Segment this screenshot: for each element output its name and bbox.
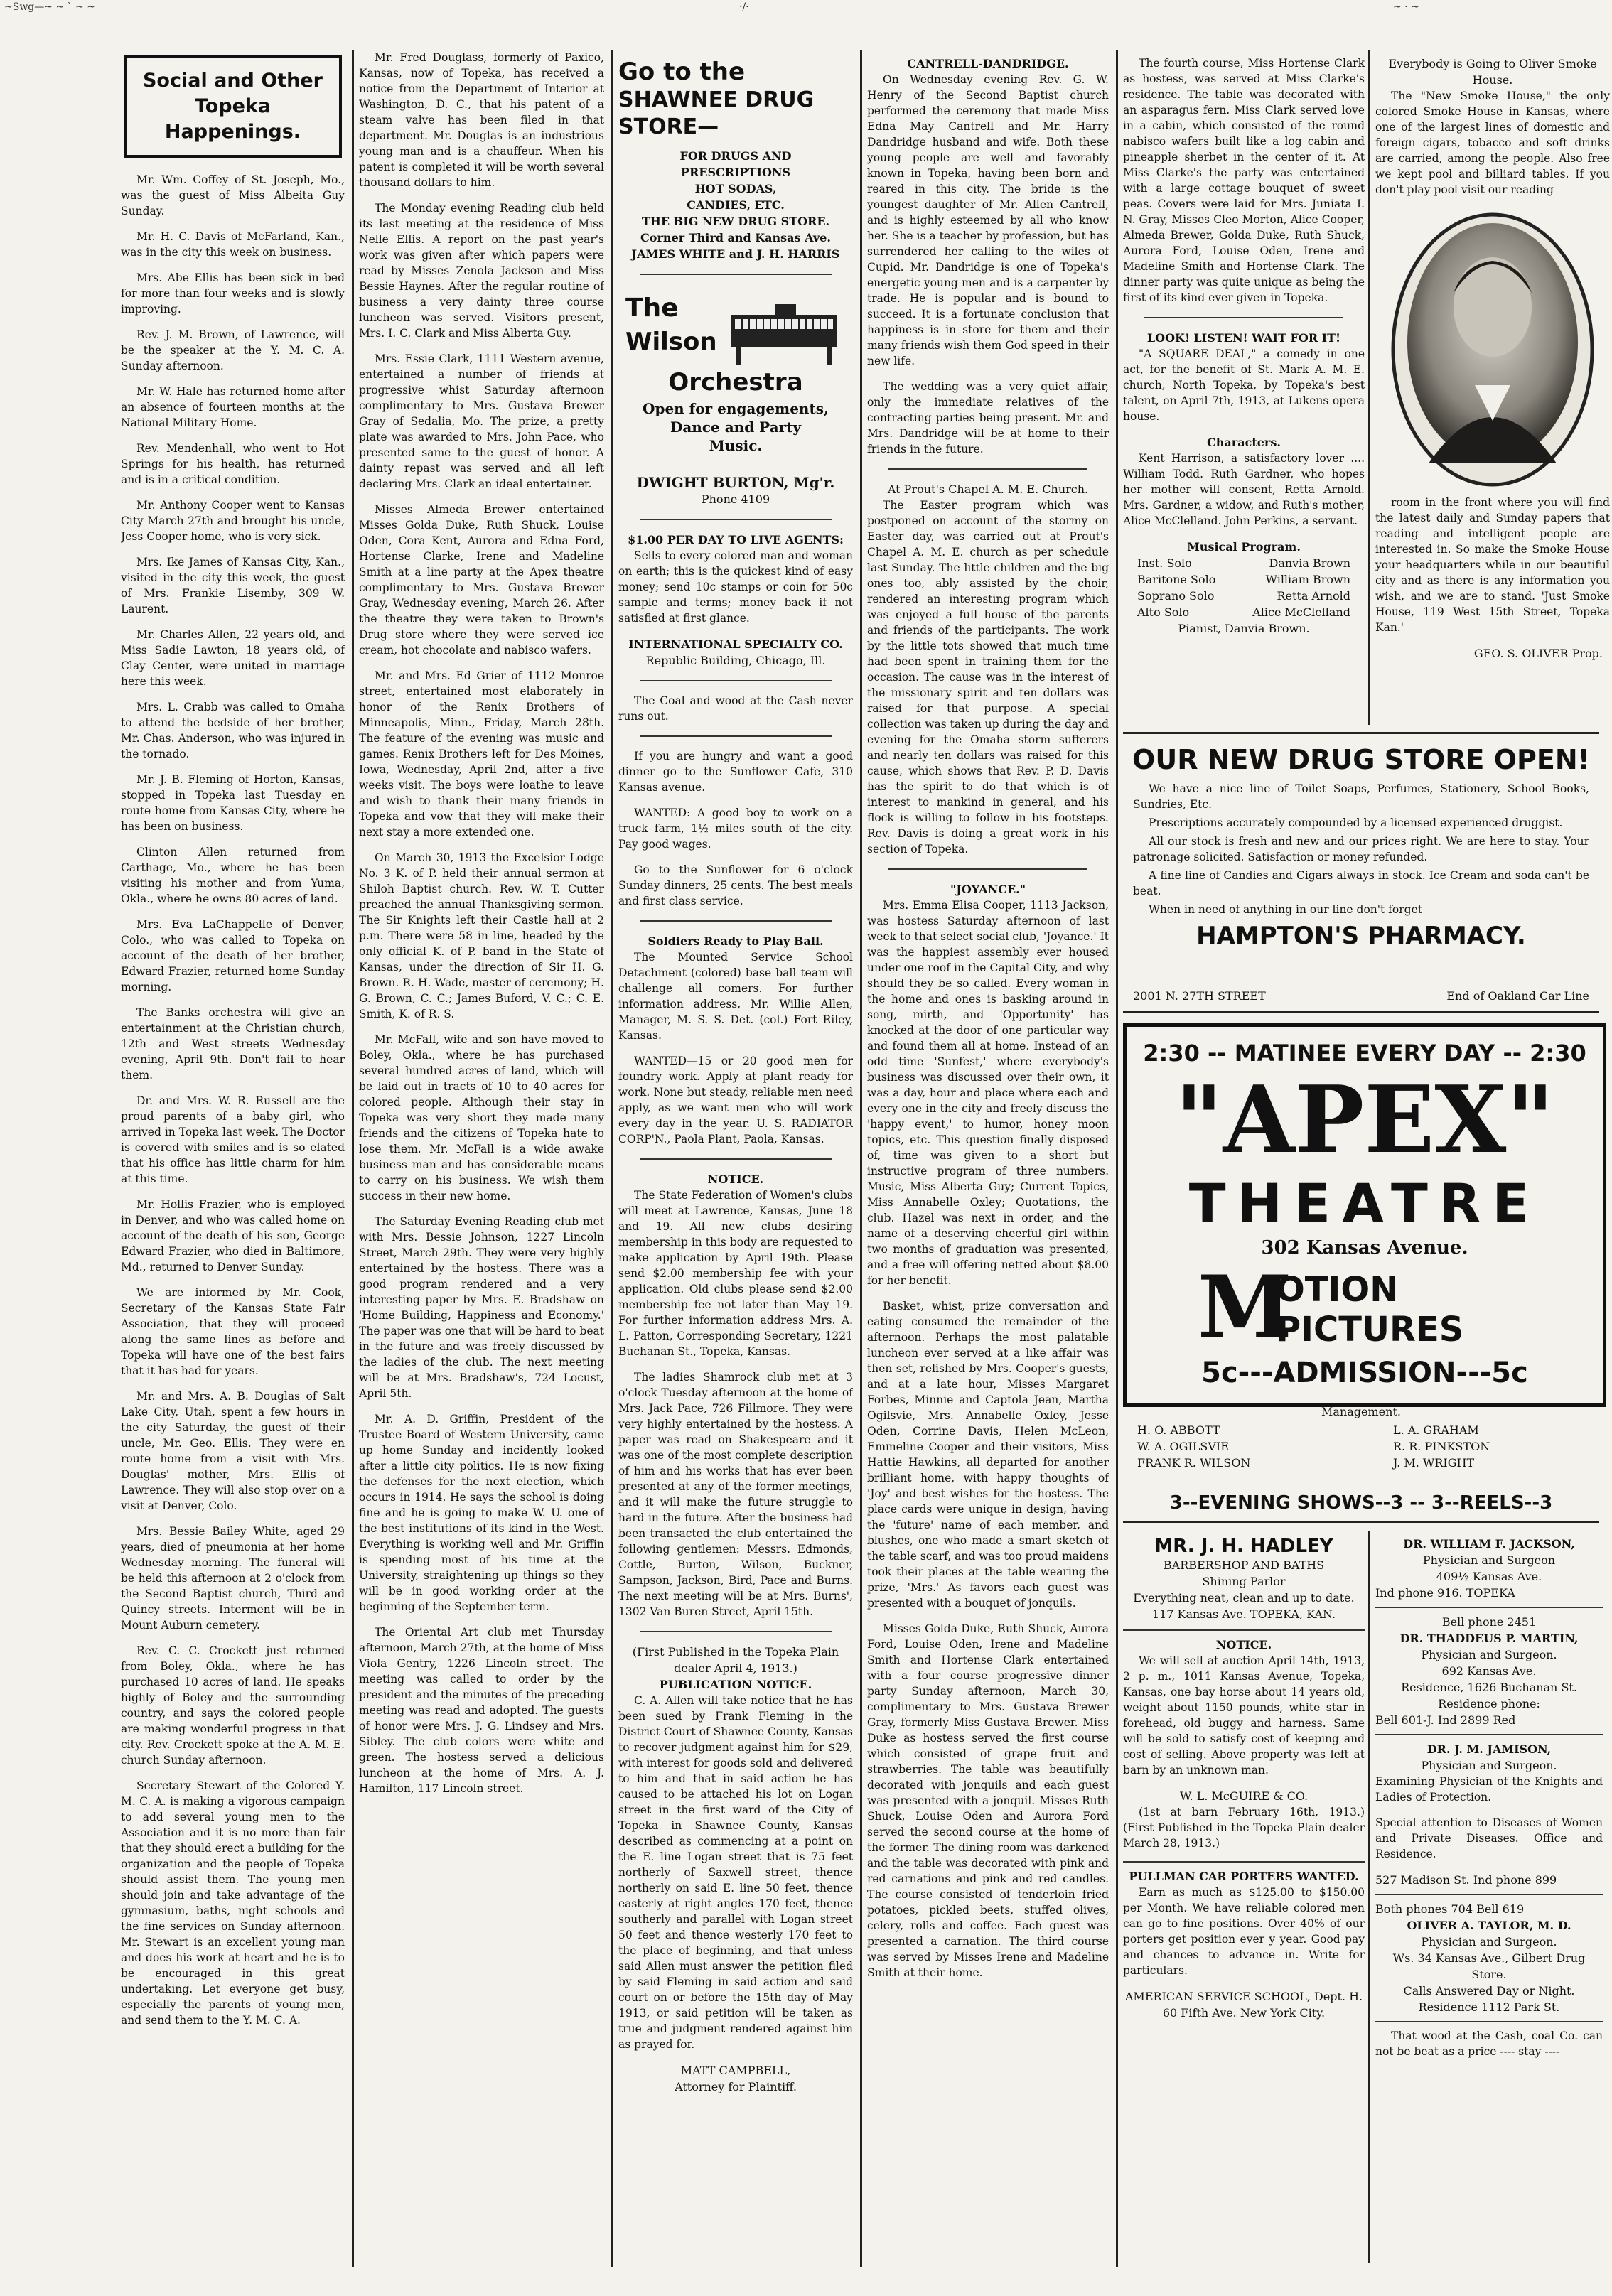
doctor-2-res: Residence, 1626 Buchanan St. [1401, 1681, 1577, 1694]
apex-manager-name: H. O. ABBOTT [1137, 1423, 1220, 1437]
wanted-foundry-ad: WANTED—15 or 20 good men for foundry work. Apply at plant ready for work. None but steady, reliable men need apply, as we want men who will work every day in the year. U. S. RADIATOR CORP'N., Paola Plant, Paola, Kansas. [618, 1055, 853, 1146]
column-news-2 [359, 50, 604, 2267]
society-item: We are informed by Mr. Cook, Secretary of the Kansas State Fair Association, that they will proceed along the same lines as before and Topeka will have one of the best fairs that it has had for years. [121, 1286, 345, 1377]
society-item: Mrs. Ike James of Kansas City, Kan., visited in the city this week, the guest of Mrs. Frankie Lisemby, 309 W. Laurent. [121, 556, 345, 615]
doctor-2-name: DR. THADDEUS P. MARTIN, [1399, 1632, 1579, 1645]
musical-performer: Retta Arnold [1277, 589, 1350, 603]
prouts-heading: At Prout's Chapel A. M. E. Church. [887, 483, 1089, 496]
prouts-body: The Easter program which was postponed on account of the stormy on Easter day, was carried out at Prout's Chapel A. M. E. church as per schedule last Sunday. The little children and the big ones too, ably assisted by the choir, rendered an interesting program which was enjoyed a full house of the parents and friends of the participants. The work by the little tots showed that much time had been spent in training them for the occasion. The cause was in the interest of the missionary spirit and ten dollars was raised for that purpose. A special collection was taken up during the day and evening for the Omaha storm sufferers and nearly ten dollars was raised for this cause, which shows that Rev. P. D. Davis has the spirit to do that which is of interest to mankind in general, and his flock is willing to follow in his footsteps. Rev. Davis is doing a great work in his section of Topeka. [867, 499, 1109, 856]
doctor-4-calls: Calls Answered Day or Night. [1403, 1984, 1575, 1998]
drug-ad-title-c: STORE— [618, 114, 719, 139]
hadley-address: 117 Kansas Ave. TOPEKA, KAN. [1151, 1607, 1336, 1621]
fourth-course: The fourth course, Miss Hortense Clark as hostess, was served at Miss Clarke's residence. The table was decorated with an asparagus fern. Miss Clark served love in a cabin, which consisted of the round nabisco wafers built like a log cabin and pineapple sherbet in the center of it. At Miss Clarke's the party was entertained with a large cottage bouquet of sweet peas. Covers were laid for Mrs. Juniata I. N. Gray, Misses Cleo Morton, Alice Cooper, Almeda Brewer, Golda Duke, Ruth Shuck, Aurora Ford, Louise Oden, Irene and Madeline Smith and Hortense Clark. The dinner party was quite unique as being the first of its kind ever given in Topeka. [1123, 57, 1365, 304]
column-rule [1368, 50, 1370, 725]
apex-theatre: THEATRE [1188, 1172, 1541, 1235]
smoke-house-body: The "New Smoke House," the only colored Smoke House in Kansas, where one of the largest lines of domestic and foreign cigars, tobacco and soft drinks are carried, among the people. Also free we kept pool and billiard tables. If you don't play pool visit our reading [1375, 90, 1610, 196]
drug-ad-line: CANDIES, ETC. [687, 198, 785, 212]
drug-ad-title-a: Go to the [618, 58, 746, 86]
musical-piece: Soprano Solo [1137, 589, 1215, 603]
doctor-4-phones: Both phones 704 Bell 619 [1375, 1902, 1525, 1916]
society-item: Mr. Anthony Cooper went to Kansas City March 27th and brought his uncle, Jess Cooper home, who is very sick. [121, 499, 345, 543]
column-society [121, 50, 345, 2267]
society-item: Mrs. Eva LaChappelle of Denver, Colo., who was called to Topeka on account of the death of her brother, Edward Frazier, returned home Sunday morning. [121, 918, 345, 993]
news-item: Mrs. Essie Clark, 1111 Western avenue, entertained a number of friends at progressive whist Saturday afternoon complimentary to Mrs. Gustava Brewer Gray of Sedalia, Mo. The prize, a pretty plate was awarded to Mrs. John Pace, who presented same to the guest of honor. A dainty repast was served and all left declaring Mrs. Clark an ideal entertainer. [359, 352, 604, 490]
smoke-house-sign: GEO. S. OLIVER Prop. [1473, 647, 1603, 660]
pullman-sign: AMERICAN SERVICE SCHOOL, Dept. H. [1124, 1990, 1363, 2003]
drug-ad-lines [618, 148, 853, 262]
musical-performer: Danvia Brown [1269, 556, 1350, 570]
doctor-1-phone: Ind phone 916. TOPEKA [1375, 1586, 1515, 1600]
doctor-3-desc: Examining Physician of the Knights and Ladies of Protection. [1375, 1775, 1603, 1804]
society-item: Mr. J. B. Fleming of Horton, Kansas, stopped in Topeka last Tuesday en route home from Kansas City, where he has been on business. [121, 773, 345, 833]
apex-address: 302 Kansas Avenue. [1261, 1237, 1468, 1259]
cantrell-body-2: The wedding was a very quiet affair, only the immediate relatives of the contracting parties being present. Mr. and Mrs. Dandridge will be at home to their friends in the future. [867, 380, 1109, 456]
drug-ad-line: Corner Third and Kansas Ave. [640, 231, 831, 244]
musical-row [1123, 555, 1365, 571]
doctor-4-sub: Physician and Surgeon. [1421, 1935, 1557, 1949]
news-item: Mr. and Mrs. Ed Grier of 1112 Monroe street, entertained most elaborately in honor of the Renix Brothers of Minneapolis, Minn., Friday, March 28th. The feature of the evening was music and games. Renix Brothers left for Des Moines, Iowa, Wednesday, April 2nd, after a five weeks visit. The boys were loathe to leave and wish to thank their many friends in Topeka and vow that they will make their next stay a more extended one. [359, 669, 604, 839]
wilson-manager: DWIGHT BURTON, Mg'r. [636, 474, 835, 491]
apex-manager-name: FRANK R. WILSON [1137, 1456, 1251, 1470]
musical-row [1123, 571, 1365, 588]
cantrell-heading: CANTRELL-DANDRIDGE. [907, 57, 1069, 70]
top-ornament-left: ~Swg—~ ~ ` ~ ~ [4, 1, 95, 13]
wilson-music: Music. [709, 437, 763, 454]
hadley-sub-3: Everything neat, clean and up to date. [1133, 1591, 1355, 1605]
joyance-heading: "JOYANCE." [950, 883, 1026, 896]
hadley-sub: BARBERSHOP AND BATHS [1163, 1558, 1325, 1572]
drug-ad-line: PRESCRIPTIONS [680, 166, 791, 179]
hampton-pharmacy-ad [1123, 732, 1599, 1013]
auction-notice-sign: W. L. McGUIRE & CO. [1179, 1789, 1309, 1803]
musical-piece: Baritone Solo [1137, 573, 1216, 586]
musical-piece: Inst. Solo [1137, 556, 1192, 570]
wilson-phone: Phone 4109 [701, 492, 770, 506]
drug-ad-line: THE BIG NEW DRUG STORE. [641, 215, 830, 228]
top-ornament-center: ·/· [739, 1, 749, 13]
doctor-1-sub: Physician and Surgeon [1422, 1553, 1556, 1567]
society-item: Mrs. Bessie Bailey White, aged 29 years, died of pneumonia at her home Wednesday morning. The funeral will be held this afternoon at 2 o'clock from the Second Baptist church, Third and Quincy streets. Interment will be in Mount Auburn cemetery. [121, 1525, 345, 1632]
drugstore-line-5: When in need of anything in our line don't forget [1149, 903, 1422, 916]
doctor-1-address: 409½ Kansas Ave. [1436, 1570, 1542, 1583]
soldiers-heading: Soldiers Ready to Play Ball. [648, 934, 824, 948]
apex-management [1123, 1403, 1599, 1489]
characters-heading: Characters. [1207, 436, 1281, 449]
portrait-photo [1386, 207, 1599, 492]
shawnee-drug-ad [618, 57, 853, 262]
doctor-3-address: 527 Madison St. Ind phone 899 [1375, 1873, 1557, 1887]
doctor-3-name: DR. J. M. JAMISON, [1426, 1742, 1552, 1756]
column-smoke-house [1375, 50, 1610, 725]
pianist: Pianist, Danvia Brown. [1178, 622, 1310, 635]
drug-ad-line: FOR DRUGS AND [679, 149, 792, 163]
apex-mgmt-left [1137, 1422, 1250, 1471]
square-deal: "A SQUARE DEAL," a comedy in one act, for the benefit of St. Mark A. M. E. church, North Topeka, by Topeka's best talent, on April 7th, 1913, at Lukens opera house. [1123, 347, 1365, 423]
top-ornament-strip [0, 0, 1612, 16]
sunflower-ad-2: Go to the Sunflower for 6 o'clock Sunday dinners, 25 cents. The best meals and first class service. [618, 863, 853, 907]
coal-ad: The Coal and wood at the Cash never runs out. [618, 694, 853, 723]
society-item: Mr. H. C. Davis of McFarland, Kan., was in the city this week on business. [121, 230, 345, 259]
drug-ad-line: HOT SODAS, [694, 182, 777, 195]
drugstore-name: HAMPTON'S PHARMACY. [1196, 922, 1526, 950]
apex-name: "APEX" [1174, 1065, 1555, 1174]
apex-manager-name: L. A. GRAHAM [1393, 1423, 1479, 1437]
motion-m: M [1198, 1257, 1292, 1357]
column-rule [611, 50, 613, 2267]
society-item: The Banks orchestra will give an entertainment at the Christian church, 12th and West streets Wednesday evening, April 9th. Don't fail to hear them. [121, 1006, 345, 1082]
auction-notice-date: (1st at barn February 16th, 1913.) (First Published in the Topeka Plain dealer March 28, 1913.) [1123, 1806, 1365, 1850]
news-item: The Monday evening Reading club held its last meeting at the residence of Miss Nelle Ellis. A report on the past year's work was given after which papers were read by Misses Zenola Jackson and Miss Bessie Haynes. After the regular routine of business a very dainty three course luncheon was served. Visitors present, Mrs. I. C. Clark and Miss Alberta Guy. [359, 202, 604, 340]
doctor-2-sub: Physician and Surgeon. [1421, 1648, 1557, 1661]
drug-ad-line: JAMES WHITE and J. H. HARRIS [631, 247, 840, 261]
shamrock-club: The ladies Shamrock club met at 3 o'clock Tuesday afternoon at the home of Mrs. Jack Pace, 726 Fillmore. They were very highly entertained by the hostess. A paper was read on Shakespeare and it was one of the most complete description of him and his works that has ever been presented at any of the former meetings, and it will make the future struggle to hard in the future. After the business had been transacted the club entertained the following gentlemen: Messrs. Edmonds, Cottle, Burton, Wilson, Buckner, Sampson, Jackson, Bird, Pace and Burns. The next meeting will be at Mrs. Burns', 1302 Van Buren Street, April 15th. [618, 1371, 853, 1618]
apex-manager-name: R. R. PINKSTON [1393, 1440, 1490, 1453]
doctor-1-phone-2: Bell phone 2451 [1441, 1615, 1537, 1629]
pullman-address: 60 Fifth Ave. New York City. [1162, 2006, 1326, 2020]
publication-sign-2: Attorney for Plaintiff. [675, 2080, 797, 2093]
drugstore-headline: OUR NEW DRUG STORE OPEN! [1132, 744, 1590, 775]
look-listen: LOOK! LISTEN! WAIT FOR IT! [1146, 331, 1341, 345]
musical-program [1123, 555, 1365, 620]
hadley-sub-2: Shining Parlor [1202, 1575, 1286, 1588]
wilson-open: Open for engagements, [643, 400, 829, 417]
drugstore-line-4: A fine line of Candies and Cigars always in stock. Ice Cream and soda can't be beat. [1133, 869, 1589, 898]
doctor-3-sub: Physician and Surgeon. [1421, 1759, 1557, 1772]
society-item: Mr. Hollis Frazier, who is employed in Denver, and who was called home on account of the death of his son, George Edward Frazier, who died in Baltimore, Md., returned to Denver Sunday. [121, 1198, 345, 1273]
drugstore-address: 2001 N. 27TH STREET [1133, 989, 1266, 1003]
publication-dateline: (First Published in the Topeka Plain dealer April 4, 1913.) [632, 1645, 839, 1675]
cash-wood-ad: That wood at the Cash, coal Co. can not be beat as a price ---- stay ---- [1375, 2030, 1603, 2058]
society-item: Clinton Allen returned from Carthage, Mo., where he has been visiting his mother and from Yuma, Okla., where he owns 80 acres of land. [121, 846, 345, 905]
society-item: Mrs. Abe Ellis has been sick in bed for more than four weeks and is slowly improving. [121, 271, 345, 316]
publication-title: PUBLICATION NOTICE. [659, 1678, 812, 1691]
wilson-dance: Dance and Party [670, 419, 801, 436]
musical-heading: Musical Program. [1187, 540, 1301, 554]
column-ads-3 [618, 50, 853, 2267]
society-item: Mr. Wm. Coffey of St. Joseph, Mo., was the guest of Miss Albeita Guy Sunday. [121, 173, 345, 217]
drugstore-carline: End of Oakland Car Line [1446, 989, 1589, 1003]
smoke-house-head: Everybody is Going to Oliver Smoke House. [1388, 57, 1597, 87]
agents-company: INTERNATIONAL SPECIALTY CO. [628, 637, 843, 651]
hadley-name: MR. J. H. HADLEY [1154, 1536, 1333, 1557]
characters-list: Kent Harrison, a satisfactory lover .... William Todd. Ruth Gardner, who hopes her mother will consent, Retta Arnold. Mrs. Gardner, a widow, and Ruth's mother, Alice McClelland. John Perkins, a servant. [1123, 452, 1365, 527]
pullman-body: Earn as much as $125.00 to $150.00 per Month. We have reliable colored men can go to fine positions. Over 40% of our porters get position ever y year. Good pay and chances to advance in. Write for particulars. [1123, 1886, 1365, 1977]
motion-otion: OTION [1276, 1270, 1399, 1310]
society-heading-box [124, 55, 342, 158]
doctor-2-address: 692 Kansas Ave. [1441, 1664, 1537, 1678]
news-item: Mr. Fred Douglass, formerly of Paxico, Kansas, now of Topeka, has received a notice from the Department of Interior at Washington, D. C., that his patent of a steam valve has been filed in that department. Mr. Douglas is an industrious young man and is a chauffeur. When his patent is completed it will be worth several thousand dollars to him. [359, 51, 604, 189]
motion-pictures [1127, 1257, 1603, 1357]
notice-heading: NOTICE. [707, 1173, 764, 1186]
pullman-heading: PULLMAN CAR PORTERS WANTED. [1129, 1870, 1359, 1883]
motion-pictures-word: PICTURES [1276, 1310, 1464, 1349]
piano-icon [725, 301, 846, 368]
doctor-2-res-2: Residence phone: [1438, 1697, 1540, 1710]
apex-admission: 5c---ADMISSION---5c [1201, 1357, 1528, 1389]
smoke-house-reading: room in the front where you will find the latest daily and Sunday papers that reading and intelligent people are interested in. So make the Smoke House your headquarters while in our beautiful city and as there is any information you wish, and we are to stand. 'Just Smoke House, 119 West 15th Street, Topeka Kan.' [1375, 496, 1610, 634]
hadley-column [1123, 1531, 1365, 2263]
society-item: Dr. and Mrs. W. R. Russell are the proud parents of a baby girl, who arrived in Topeka last week. The Doctor is covered with smiles and is so elated that his office has little charm for him at this time. [121, 1094, 345, 1185]
society-item: Secretary Stewart of the Colored Y. M. C. A. is making a vigorous campaign to add several young men to the Association and it is no more than fair that they should erect a building for the organization and the people of Topeka should assist them. The young men should join and take advantage of the gymnasium, baths, night schools and the fine services on Sunday afternoon. Mr. Stewart is an excellent young man and does his work at heart and he is to be encouraged in this great undertaking. Let everyone get busy, especially the parents of young men, and send them to the Y. M. C. A. [121, 1779, 345, 2027]
society-item: Mr. W. Hale has returned home after an absence of fourteen months at the National Military Home. [121, 385, 345, 429]
column-news-4 [867, 50, 1109, 2267]
doctors-column [1375, 1531, 1603, 2263]
agents-address: Republic Building, Chicago, Ill. [645, 654, 826, 667]
wilson-name: Wilson [625, 328, 717, 356]
agents-heading: $1.00 PER DAY TO LIVE AGENTS: [628, 533, 844, 546]
apex-theatre-ad [1123, 1023, 1606, 1407]
society-item: Rev. J. M. Brown, of Lawrence, will be the speaker at the Y. M. C. A. Sunday afternoon. [121, 328, 345, 372]
column-rule [352, 50, 354, 2267]
news-item: Mr. A. D. Griffin, President of the Trustee Board of Western University, came up home Sunday and incidently looked after a little city politics. He is now fixing the defenses for the next election, which occurs in 1914. He says the school is doing fine and he is going to make W. U. one of the best institutions of its kind in the West. Everything is working well and Mr. Griffin is spending most of his time at the University, straightening up things so they will be in good working order at the beginning of the September term. [359, 1413, 604, 1613]
doctor-2-phone: Bell 601-J. Ind 2899 Red [1375, 1713, 1516, 1727]
apex-shows: 3--EVENING SHOWS--3 -- 3--REELS--3 [1123, 1492, 1599, 1523]
doctor-3-desc-2: Special attention to Diseases of Women and Private Diseases. Office and Residence. [1375, 1816, 1603, 1860]
top-ornament-right: ~ · ~ [1393, 1, 1419, 13]
auction-notice-heading: NOTICE. [1215, 1638, 1272, 1651]
column-news-5 [1123, 50, 1365, 767]
soldiers-body: The Mounted Service School Detachment (colored) base ball team will challenge all comers. For further information address, Mr. Willie Allen, Manager, M. S. S. Det. (col.) Fort Riley, Kansas. [618, 951, 853, 1042]
joyance-body: Mrs. Emma Elisa Cooper, 1113 Jackson, was hostess Saturday afternoon of last week to that select social club, 'Joyance.' It was the happiest assembly ever housed under one roof in the Capital City, and why should they be so called. Every woman in the home and ones is basking around in song, mirth, and 'Opportunity' has knocked at the door of one particular way and found them all at home. Instead of an odd time 'Sunfest,' where everybody's business was discussed over their own, it was a day, hour and place where each and every one in the city and freely discuss the 'happy event,' to humor, honey moon topics, etc. This question finally disposed of, time was given to a short but instructive program of three numbers. Music, Miss Alberta Guy; Current Topics, Miss Annabelle Oxley; Quotations, the club. Hazel was next in order, and the name of a deserving cheerful girl within two months of graduation was presented, and a free will offering netted about $8.00 for her benefit. [867, 899, 1109, 1287]
musical-performer: Alice McClelland [1252, 605, 1350, 619]
society-item: Rev. Mendenhall, who went to Hot Springs for his health, has returned and is in a critical condition. [121, 442, 345, 486]
society-item: Mr. Charles Allen, 22 years old, and Miss Sadie Lawton, 18 years old, of Clay Center, were united in marriage here this week. [121, 628, 345, 688]
apex-matinee: 2:30 -- MATINEE EVERY DAY -- 2:30 [1143, 1040, 1586, 1067]
society-heading-line1: Social and Other [142, 70, 323, 92]
doctor-4-res: Residence 1112 Park St. [1418, 2000, 1560, 2014]
apex-mgmt-head: Management. [1321, 1405, 1401, 1418]
drugstore-line-1: We have a nice line of Toilet Soaps, Perfumes, Stationery, School Books, Sundries, Etc. [1133, 782, 1589, 811]
golda-duke-party: Misses Golda Duke, Ruth Shuck, Aurora Ford, Louise Oden, Irene and Madeline Smith and Hortense Clark entertained with a four course progressive dinner party Sunday afternoon, March 30, complimentary to Mrs. Gustava Brewer Gray, formerly Miss Gustava Brewer. Miss Duke as hostess served the first course which consisted of grape fruit and strawberries. The table was beautifully decorated with jonquils and each guest was presented with a jonquil. Misses Ruth Shuck, Louise Oden and Aurora Ford served the second course at the home of the former. The dining room was darkened and the table was decorated with pink and red carnations and pink and red candles. The course consisted of tenderloin fried potatoes, pickled beets, stuffed olives, celery, rolls and coffee. Each guest was presented a carnation. The third course was served by Misses Irene and Madeline Smith at their home. [867, 1622, 1109, 1979]
musical-row [1123, 604, 1365, 620]
joyance-body-2: Basket, whist, prize conversation and eating consumed the remainder of the afternoon. Perhaps the most palatable luncheon ever served at a like affair was then set, relished by Mrs. Cooper's guests, and at a late hour, Misses Margaret Forbes, Minnie and Captola Jean, Martha Ogilsvie, Mrs. Annabelle Oxley, Jesse Oden, Corrine Davis, Helen McLeon, Emmeline Cooper and their visitors, Miss Hattie Hawkins, all departed for another brilliant home, with happy thoughts of 'Joy' and best wishes for the hostess. The place cards were unique in design, having the 'future' name of each member, and blushes, one who made a smart sketch of the table scarf, and was too proud maidens took their places at the table wearing the prize, 'Mrs.' As favors each guest was presented with a bouquet of jonquils. [867, 1300, 1109, 1610]
wilson-orchestra-ad [618, 286, 853, 464]
news-item: The Oriental Art club met Thursday afternoon, March 27th, at the home of Miss Viola Gentry, 1226 Lincoln street. The meeting was called to order by the president and the minutes of the preceding meeting was read and adopted. The guests of honor were Mrs. J. G. Lindsey and Mrs. Sibley. The club colors were white and green. The hostess served a delicious luncheon at the home of Mrs. A. J. Hamilton, 117 Lincoln street. [359, 1626, 604, 1795]
auction-notice-body: We will sell at auction April 14th, 1913, 2 p. m., 1011 Kansas Avenue, Topeka, Kansas, one bay horse about 14 years old, weight about 1150 pounds, white star in forehead, old buggy and harness. Same will be sold to satisfy cost of keeping and cost of selling. Above property was left at barn by an unknown man. [1123, 1654, 1365, 1777]
wilson-the: The [625, 293, 679, 323]
society-items [121, 172, 345, 2028]
drug-ad-title-b: SHAWNEE DRUG [618, 87, 815, 112]
column-rule [860, 50, 862, 2267]
doctor-4-name: OLIVER A. TAYLOR, M. D. [1407, 1919, 1571, 1932]
column-rule [1368, 1531, 1370, 2263]
news-item: On March 30, 1913 the Excelsior Lodge No. 3 K. of P. held their annual sermon at Shiloh Baptist church. Rev. W. T. Cutter preached the annual Thanksgiving sermon. The Sir Knights left their Castle hall at 2 p.m. There were 58 in line, headed by the only official K. of P. band in the State of Kansas, under the direction of Sir H. G. Brown. R. H. Wade, master of ceremony; H. G. Brown, C. C.; James Buford, V. C.; C. E. Smith, K. of R. S. [359, 851, 604, 1020]
wanted-boy-ad: WANTED: A good boy to work on a truck farm, 1½ miles south of the city. Pay good wages. [618, 807, 853, 851]
news-item: Misses Almeda Brewer entertained Misses Golda Duke, Ruth Shuck, Louise Oden, Cora Kent, Aurora and Edna Ford, Hortense Clarke, Irene and Madeline Smith at a line party at the Apex theatre complimentary to Mrs. Gustava Brewer Gray, Wednesday evening, March 26. After the theatre they were taken to Brown's Drug store where they were served ice cream, hot chocolate and nabisco wafers. [359, 503, 604, 657]
column-rule [1116, 50, 1118, 2267]
news-items-2 [359, 50, 604, 1796]
notice-body: The State Federation of Women's clubs will meet at Lawrence, Kansas, June 18 and 19. All new clubs desiring membership in this body are requested to make application by April 19th. Please send $2.00 membership fee with your application. Old clubs please send $2.00 membership fee not later than May 19. For further information address Mrs. A. L. Patton, Corresponding Secretary, 1221 Buchanan St., Topeka, Kansas. [618, 1189, 853, 1358]
musical-piece: Alto Solo [1137, 605, 1190, 619]
society-item: Mr. and Mrs. A. B. Douglas of Salt Lake City, Utah, spent a few hours in the city Saturday, the guest of their uncle, Mr. Geo. Ellis. They were en route home from a visit with Mrs. Douglas' mother, Mrs. Ellis of Lawrence. They will also stop over on a visit at Denver, Colo. [121, 1390, 345, 1512]
news-item: Mr. McFall, wife and son have moved to Boley, Okla., where he has purchased several hundred acres of land, which will be laid out in tracts of 10 to 40 acres for colored people. Although their stay in Topeka was very short they made many friends and the citizens of Topeka hate to lose them. Mr. McFall is a wide awake business man and has considerable means to carry on his business. We wish them success in their new home. [359, 1033, 604, 1202]
apex-mgmt-right [1393, 1422, 1490, 1471]
drugstore-line-2: Prescriptions accurately compounded by a licensed experienced druggist. [1149, 816, 1563, 829]
cantrell-body: On Wednesday evening Rev. G. W. Henry of the Second Baptist church performed the ceremony that made Miss Edna May Cantrell and Mr. Harry Dandridge husband and wife. Both these young people are well and favorably known in Topeka, having been born and reared in this city. The bride is the youngest daughter of Mr. Allen Cantrell, and is highly esteemed by all who know her. She is a teacher by profession, but has surrendered her calling to the wiles of Cupid. Mr. Dandridge is one of Topeka's energetic young men and is a carpenter by trade. He is popular and is bound to succeed. It is a fortunate conclusion that happiness is in store for them and their many friends wish them God speed in their new life. [867, 73, 1109, 367]
drugstore-line-3: All our stock is fresh and new and our prices right. We are here to stay. Your patronage solicited. Satisfaction or money refunded. [1133, 835, 1589, 863]
doctor-1-name: DR. WILLIAM F. JACKSON, [1403, 1537, 1575, 1551]
agents-body: Sells to every colored man and woman on earth; this is the quickest kind of easy money; send 10c stamps or coin for 50c sample and terms; money back if not satisfied at first glance. [618, 549, 853, 625]
society-item: Mrs. L. Crabb was called to Omaha to attend the bedside of her brother, Mr. Chas. Anderson, who was injured in the tornado. [121, 701, 345, 760]
society-heading-line2: Topeka Happenings. [164, 95, 301, 143]
apex-manager-name: W. A. OGILSVIE [1137, 1440, 1229, 1453]
wilson-orchestra-word: Orchestra [668, 368, 803, 397]
musical-row [1123, 588, 1365, 604]
publication-body: C. A. Allen will take notice that he has been sued by Frank Fleming in the District Court of Shawnee County, Kansas to recover judgment against him for $29, with interest for goods sold and delivered to him and that in said action he has caused to be attached his lot on Logan street in the first ward of the City of Topeka in Shawnee County, Kansas described as commencing at a point on the E. line Logan street that is 75 feet northerly of Saxwell street, thence northerly on said E. line 50 feet, thence easterly at right angles 170 feet, thence southerly and parallel with Logan street 50 feet and thence westerly 170 feet to the place of beginning, and that unless said Allen must answer the petition filed by said Fleming in said action and said court on or before the 15th day of May 1913, or said petition will be taken as true and judgment rendered against him as prayed for. [618, 1694, 853, 2051]
doctor-4-address: Ws. 34 Kansas Ave., Gilbert Drug Store. [1392, 1951, 1586, 1981]
society-item: Rev. C. C. Crockett just returned from Boley, Okla., where he has purchased 10 acres of land. He speaks highly of Boley and the surrounding country, and says the colored people are making wonderful progress in that city. Rev. Crockett spoke at the A. M. E. church Sunday afternoon. [121, 1644, 345, 1767]
musical-performer: William Brown [1265, 573, 1350, 586]
publication-sign: MATT CAMPBELL, [680, 2064, 791, 2077]
apex-manager-name: J. M. WRIGHT [1393, 1456, 1475, 1470]
news-item: The Saturday Evening Reading club met with Mrs. Bessie Johnson, 1227 Lincoln Street, March 29th. They were very highly entertained by the hostess. There was a good program rendered and a very interesting paper by Mrs. E. Bradshaw on 'Home Building, Happiness and Economy.' The paper was one that will be hard to beat in the future and was freely discussed by the ladies of the club. The next meeting will be at Mrs. Bradshaw's, 724 Locust, April 5th. [359, 1215, 604, 1400]
sunflower-ad-1: If you are hungry and want a good dinner go to the Sunflower Cafe, 310 Kansas avenue. [618, 750, 853, 794]
